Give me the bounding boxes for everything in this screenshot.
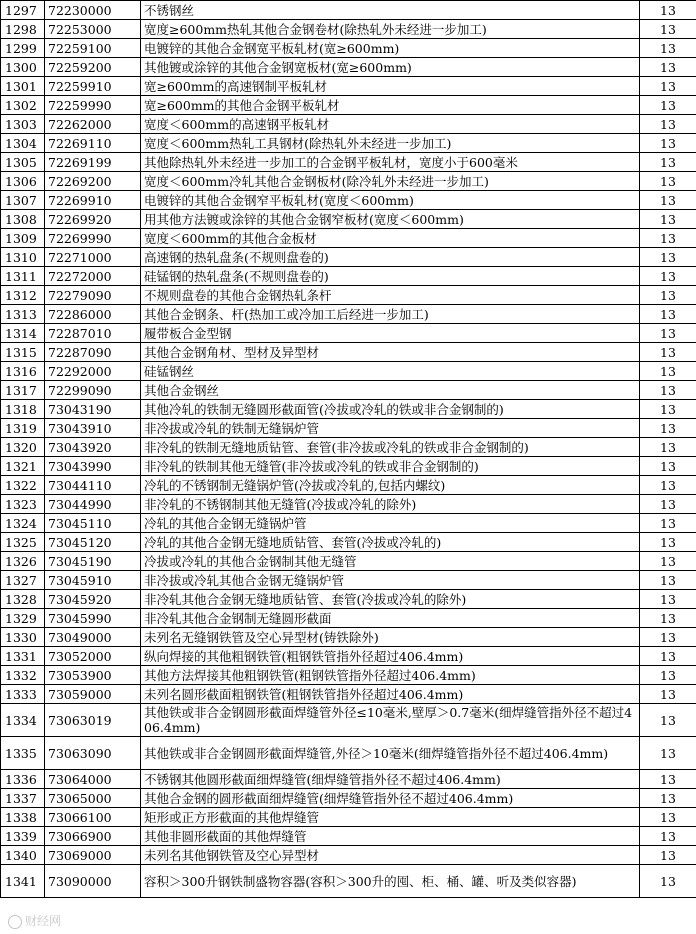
- table-row: [1, 827, 696, 846]
- table-row: [1, 381, 696, 400]
- rate-cell: 13: [640, 248, 696, 267]
- row-number-cell: 1327: [1, 571, 45, 590]
- row-number-cell: 1329: [1, 609, 45, 628]
- table-row: [1, 628, 696, 647]
- rate-cell: 13: [640, 400, 696, 419]
- description-cell: 非冷轧的铁制其他无缝管(非冷拔或冷轧的铁或非合金钢制的): [141, 457, 640, 476]
- description-cell: 冷拔或冷轧的其他合金钢制其他无缝管: [141, 552, 640, 571]
- hs-code-cell: 73059000: [45, 685, 141, 704]
- table-row: [1, 286, 696, 305]
- rate-cell: 13: [640, 153, 696, 172]
- row-number-cell: 1312: [1, 286, 45, 305]
- table-row: [1, 172, 696, 191]
- description-cell: 未列名圆形截面粗钢铁管(粗钢铁管指外径超过406.4mm): [141, 685, 640, 704]
- row-number-cell: 1302: [1, 96, 45, 115]
- description-cell: 其他方法焊接其他粗钢铁管(粗钢铁管指外径超过406.4mm): [141, 666, 640, 685]
- table-row: [1, 134, 696, 153]
- description-cell: 非冷拔或冷轧其他合金钢无缝锅炉管: [141, 571, 640, 590]
- description-cell: 电镀锌的其他合金钢窄平板轧材(宽度＜600mm): [141, 191, 640, 210]
- description-cell: 履带板合金型钢: [141, 324, 640, 343]
- rate-cell: 13: [640, 514, 696, 533]
- rate-cell: 13: [640, 865, 696, 898]
- rate-cell: 13: [640, 438, 696, 457]
- hs-code-cell: 72271000: [45, 248, 141, 267]
- description-cell: 其他合金钢的圆形截面细焊缝管(细焊缝管指外径不超过406.4mm): [141, 789, 640, 808]
- description-cell: 其他冷轧的铁制无缝圆形截面管(冷拔或冷轧的铁或非合金钢制的): [141, 400, 640, 419]
- row-number-cell: 1321: [1, 457, 45, 476]
- hs-code-cell: 72269110: [45, 134, 141, 153]
- hs-code-cell: 73049000: [45, 628, 141, 647]
- row-number-cell: 1336: [1, 770, 45, 789]
- description-cell: 宽度＜600mm的高速钢平板轧材: [141, 115, 640, 134]
- row-number-cell: 1315: [1, 343, 45, 362]
- description-cell: 宽≥600mm的其他合金钢平板轧材: [141, 96, 640, 115]
- description-cell: 宽度≥600mm热轧其他合金钢卷材(除热轧外未经进一步加工): [141, 20, 640, 39]
- rate-cell: 13: [640, 381, 696, 400]
- row-number-cell: 1334: [1, 704, 45, 737]
- table-row: [1, 77, 696, 96]
- row-number-cell: 1320: [1, 438, 45, 457]
- table-row: [1, 552, 696, 571]
- rate-cell: 13: [640, 267, 696, 286]
- table-row: [1, 419, 696, 438]
- description-cell: 宽度＜600mm冷轧其他合金钢板材(除冷轧外未经进一步加工): [141, 172, 640, 191]
- table-row: [1, 533, 696, 552]
- description-cell: 容积＞300升钢铁制盛物容器(容积＞300升的囤、柜、桶、罐、听及类似容器): [141, 865, 640, 898]
- description-cell: 电镀锌的其他合金钢宽平板轧材(宽≥600mm): [141, 39, 640, 58]
- table-row: [1, 96, 696, 115]
- rate-cell: 13: [640, 115, 696, 134]
- hs-code-cell: 72259100: [45, 39, 141, 58]
- row-number-cell: 1322: [1, 476, 45, 495]
- table-row: [1, 704, 696, 737]
- watermark-logo-icon: [8, 915, 22, 929]
- table-row: [1, 789, 696, 808]
- hs-code-cell: 72286000: [45, 305, 141, 324]
- row-number-cell: 1333: [1, 685, 45, 704]
- description-cell: 矩形或正方形截面的其他焊缝管: [141, 808, 640, 827]
- rate-cell: 13: [640, 476, 696, 495]
- description-cell: 不规则盘卷的其他合金钢热轧条杆: [141, 286, 640, 305]
- rate-cell: 13: [640, 77, 696, 96]
- description-cell: 冷轧的不锈钢制无缝锅炉管(冷拔或冷轧的,包括内螺纹): [141, 476, 640, 495]
- hs-code-cell: 73044110: [45, 476, 141, 495]
- row-number-cell: 1300: [1, 58, 45, 77]
- rate-cell: 13: [640, 362, 696, 381]
- row-number-cell: 1305: [1, 153, 45, 172]
- row-number-cell: 1324: [1, 514, 45, 533]
- watermark-text: 财经网: [25, 914, 62, 928]
- description-cell: 不锈钢丝: [141, 1, 640, 20]
- description-cell: 硅锰钢的热轧盘条(不规则盘卷的): [141, 267, 640, 286]
- hs-code-cell: 73053900: [45, 666, 141, 685]
- rate-cell: 13: [640, 590, 696, 609]
- hs-code-cell: 73063019: [45, 704, 141, 737]
- description-cell: 未列名无缝钢铁管及空心异型材(铸铁除外): [141, 628, 640, 647]
- row-number-cell: 1335: [1, 737, 45, 770]
- watermark: [8, 912, 61, 929]
- hs-code-cell: 73064000: [45, 770, 141, 789]
- row-number-cell: 1299: [1, 39, 45, 58]
- row-number-cell: 1325: [1, 533, 45, 552]
- hs-code-cell: 72299090: [45, 381, 141, 400]
- row-number-cell: 1309: [1, 229, 45, 248]
- table-row: [1, 115, 696, 134]
- row-number-cell: 1307: [1, 191, 45, 210]
- table-row: [1, 770, 696, 789]
- hs-code-cell: 72269910: [45, 191, 141, 210]
- description-cell: 非冷拔或冷轧的铁制无缝锅炉管: [141, 419, 640, 438]
- description-cell: 非冷轧其他合金钢无缝地质钻管、套管(冷拔或冷轧的除外): [141, 590, 640, 609]
- description-cell: 其他铁或非合金钢圆形截面焊缝管外径≤10毫米,壁厚＞0.7毫米(细焊缝管指外径不超过406.4mm): [141, 704, 640, 737]
- description-cell: 其他合金钢角材、型材及异型材: [141, 343, 640, 362]
- row-number-cell: 1319: [1, 419, 45, 438]
- description-cell: 硅锰钢丝: [141, 362, 640, 381]
- row-number-cell: 1308: [1, 210, 45, 229]
- rate-cell: 13: [640, 134, 696, 153]
- hs-code-cell: 73045190: [45, 552, 141, 571]
- table-row: [1, 647, 696, 666]
- hs-code-cell: 72269920: [45, 210, 141, 229]
- rate-cell: 13: [640, 533, 696, 552]
- table-row: [1, 153, 696, 172]
- rate-cell: 13: [640, 343, 696, 362]
- rate-cell: 13: [640, 324, 696, 343]
- table-row: [1, 400, 696, 419]
- table-row: [1, 20, 696, 39]
- hs-code-cell: 73044990: [45, 495, 141, 514]
- hs-code-cell: 72272000: [45, 267, 141, 286]
- description-cell: 其他铁或非合金钢圆形截面焊缝管,外径＞10毫米(细焊缝管指外径不超过406.4mm): [141, 737, 640, 770]
- row-number-cell: 1304: [1, 134, 45, 153]
- hs-code-cell: 72259990: [45, 96, 141, 115]
- hs-code-cell: 73066100: [45, 808, 141, 827]
- table-row: [1, 1, 696, 20]
- row-number-cell: 1301: [1, 77, 45, 96]
- rate-cell: 13: [640, 286, 696, 305]
- description-cell: 非冷轧的铁制无缝地质钻管、套管(非冷拔或冷轧的铁或非合金钢制的): [141, 438, 640, 457]
- description-cell: 其他镀或涂锌的其他合金钢宽板材(宽≥600mm): [141, 58, 640, 77]
- description-cell: 非冷轧的不锈钢制其他无缝管(冷拔或冷轧的除外): [141, 495, 640, 514]
- hs-code-cell: 72279090: [45, 286, 141, 305]
- rate-cell: 13: [640, 737, 696, 770]
- hs-code-cell: 73043910: [45, 419, 141, 438]
- row-number-cell: 1318: [1, 400, 45, 419]
- hs-code-cell: 73043190: [45, 400, 141, 419]
- rate-cell: 13: [640, 495, 696, 514]
- description-cell: 其他合金钢丝: [141, 381, 640, 400]
- row-number-cell: 1310: [1, 248, 45, 267]
- table-row: [1, 362, 696, 381]
- description-cell: 其他合金钢条、杆(热加工或冷加工后经进一步加工): [141, 305, 640, 324]
- rate-cell: 13: [640, 552, 696, 571]
- table-row: [1, 808, 696, 827]
- row-number-cell: 1331: [1, 647, 45, 666]
- rate-cell: 13: [640, 229, 696, 248]
- description-cell: 高速钢的热轧盘条(不规则盘卷的): [141, 248, 640, 267]
- rate-cell: 13: [640, 808, 696, 827]
- row-number-cell: 1339: [1, 827, 45, 846]
- table-row: [1, 343, 696, 362]
- hs-code-cell: 72262000: [45, 115, 141, 134]
- hs-code-cell: 72287090: [45, 343, 141, 362]
- rate-cell: 13: [640, 457, 696, 476]
- rate-cell: 13: [640, 20, 696, 39]
- rate-cell: 13: [640, 789, 696, 808]
- hs-code-cell: 73063090: [45, 737, 141, 770]
- rate-cell: 13: [640, 191, 696, 210]
- rate-cell: 13: [640, 827, 696, 846]
- table-row: [1, 666, 696, 685]
- row-number-cell: 1326: [1, 552, 45, 571]
- table-row: [1, 248, 696, 267]
- row-number-cell: 1314: [1, 324, 45, 343]
- rate-cell: 13: [640, 666, 696, 685]
- table-row: [1, 305, 696, 324]
- table-row: [1, 846, 696, 865]
- table-row: [1, 191, 696, 210]
- hs-code-cell: 73045920: [45, 590, 141, 609]
- rate-cell: 13: [640, 210, 696, 229]
- row-number-cell: 1337: [1, 789, 45, 808]
- row-number-cell: 1323: [1, 495, 45, 514]
- hs-code-cell: 72269199: [45, 153, 141, 172]
- rate-cell: 13: [640, 704, 696, 737]
- hs-code-cell: 73043990: [45, 457, 141, 476]
- table-row: [1, 229, 696, 248]
- table-row: [1, 571, 696, 590]
- hs-code-cell: 73045910: [45, 571, 141, 590]
- rate-cell: 13: [640, 571, 696, 590]
- rate-cell: 13: [640, 770, 696, 789]
- rate-cell: 13: [640, 628, 696, 647]
- hs-code-cell: 73069000: [45, 846, 141, 865]
- hs-code-cell: 73090000: [45, 865, 141, 898]
- table-row: [1, 685, 696, 704]
- hs-code-cell: 72287010: [45, 324, 141, 343]
- description-cell: 宽度＜600mm热轧工具钢材(除热轧外未经进一步加工): [141, 134, 640, 153]
- table-row: [1, 590, 696, 609]
- table-row: [1, 476, 696, 495]
- rate-cell: 13: [640, 609, 696, 628]
- row-number-cell: 1313: [1, 305, 45, 324]
- hs-code-cell: 73045120: [45, 533, 141, 552]
- row-number-cell: 1298: [1, 20, 45, 39]
- row-number-cell: 1317: [1, 381, 45, 400]
- rate-cell: 13: [640, 39, 696, 58]
- tariff-table-body: [1, 1, 696, 898]
- hs-code-cell: 72230000: [45, 1, 141, 20]
- row-number-cell: 1330: [1, 628, 45, 647]
- row-number-cell: 1332: [1, 666, 45, 685]
- hs-code-cell: 72259910: [45, 77, 141, 96]
- table-row: [1, 438, 696, 457]
- table-row: [1, 737, 696, 770]
- hs-code-cell: 73045990: [45, 609, 141, 628]
- description-cell: 用其他方法镀或涂锌的其他合金钢窄板材(宽度＜600mm): [141, 210, 640, 229]
- table-row: [1, 324, 696, 343]
- row-number-cell: 1303: [1, 115, 45, 134]
- row-number-cell: 1338: [1, 808, 45, 827]
- description-cell: 不锈钢其他圆形截面细焊缝管(细焊缝管指外径不超过406.4mm): [141, 770, 640, 789]
- rate-cell: 13: [640, 305, 696, 324]
- table-row: [1, 865, 696, 898]
- hs-code-cell: 73066900: [45, 827, 141, 846]
- table-row: [1, 514, 696, 533]
- description-cell: 纵向焊接的其他粗钢铁管(粗钢铁管指外径超过406.4mm): [141, 647, 640, 666]
- row-number-cell: 1316: [1, 362, 45, 381]
- rate-cell: 13: [640, 96, 696, 115]
- rate-cell: 13: [640, 685, 696, 704]
- rate-cell: 13: [640, 419, 696, 438]
- hs-code-cell: 73043920: [45, 438, 141, 457]
- hs-code-cell: 73052000: [45, 647, 141, 666]
- rate-cell: 13: [640, 172, 696, 191]
- table-row: [1, 267, 696, 286]
- row-number-cell: 1297: [1, 1, 45, 20]
- rate-cell: 13: [640, 647, 696, 666]
- hs-code-cell: 72253000: [45, 20, 141, 39]
- hs-code-cell: 72269200: [45, 172, 141, 191]
- hs-code-cell: 72269990: [45, 229, 141, 248]
- hs-code-cell: 73045110: [45, 514, 141, 533]
- hs-code-cell: 72292000: [45, 362, 141, 381]
- description-cell: 宽度＜600mm的其他合金板材: [141, 229, 640, 248]
- rate-cell: 13: [640, 58, 696, 77]
- table-row: [1, 39, 696, 58]
- table-row: [1, 457, 696, 476]
- row-number-cell: 1328: [1, 590, 45, 609]
- rate-cell: 13: [640, 846, 696, 865]
- table-row: [1, 58, 696, 77]
- table-row: [1, 210, 696, 229]
- row-number-cell: 1311: [1, 267, 45, 286]
- description-cell: 非冷轧其他合金钢制无缝圆形截面: [141, 609, 640, 628]
- description-cell: 其他除热轧外未经进一步加工的合金钢平板轧材，宽度小于600毫米: [141, 153, 640, 172]
- description-cell: 其他非圆形截面的其他焊缝管: [141, 827, 640, 846]
- table-row: [1, 495, 696, 514]
- description-cell: 冷轧的其他合金钢无缝锅炉管: [141, 514, 640, 533]
- hs-code-cell: 73065000: [45, 789, 141, 808]
- row-number-cell: 1306: [1, 172, 45, 191]
- rate-cell: 13: [640, 1, 696, 20]
- table-row: [1, 609, 696, 628]
- row-number-cell: 1341: [1, 865, 45, 898]
- row-number-cell: 1340: [1, 846, 45, 865]
- description-cell: 未列名其他钢铁管及空心异型材: [141, 846, 640, 865]
- hs-code-cell: 72259200: [45, 58, 141, 77]
- description-cell: 冷轧的其他合金钢无缝地质钻管、套管(冷拔或冷轧的): [141, 533, 640, 552]
- description-cell: 宽≥600mm的高速钢制平板轧材: [141, 77, 640, 96]
